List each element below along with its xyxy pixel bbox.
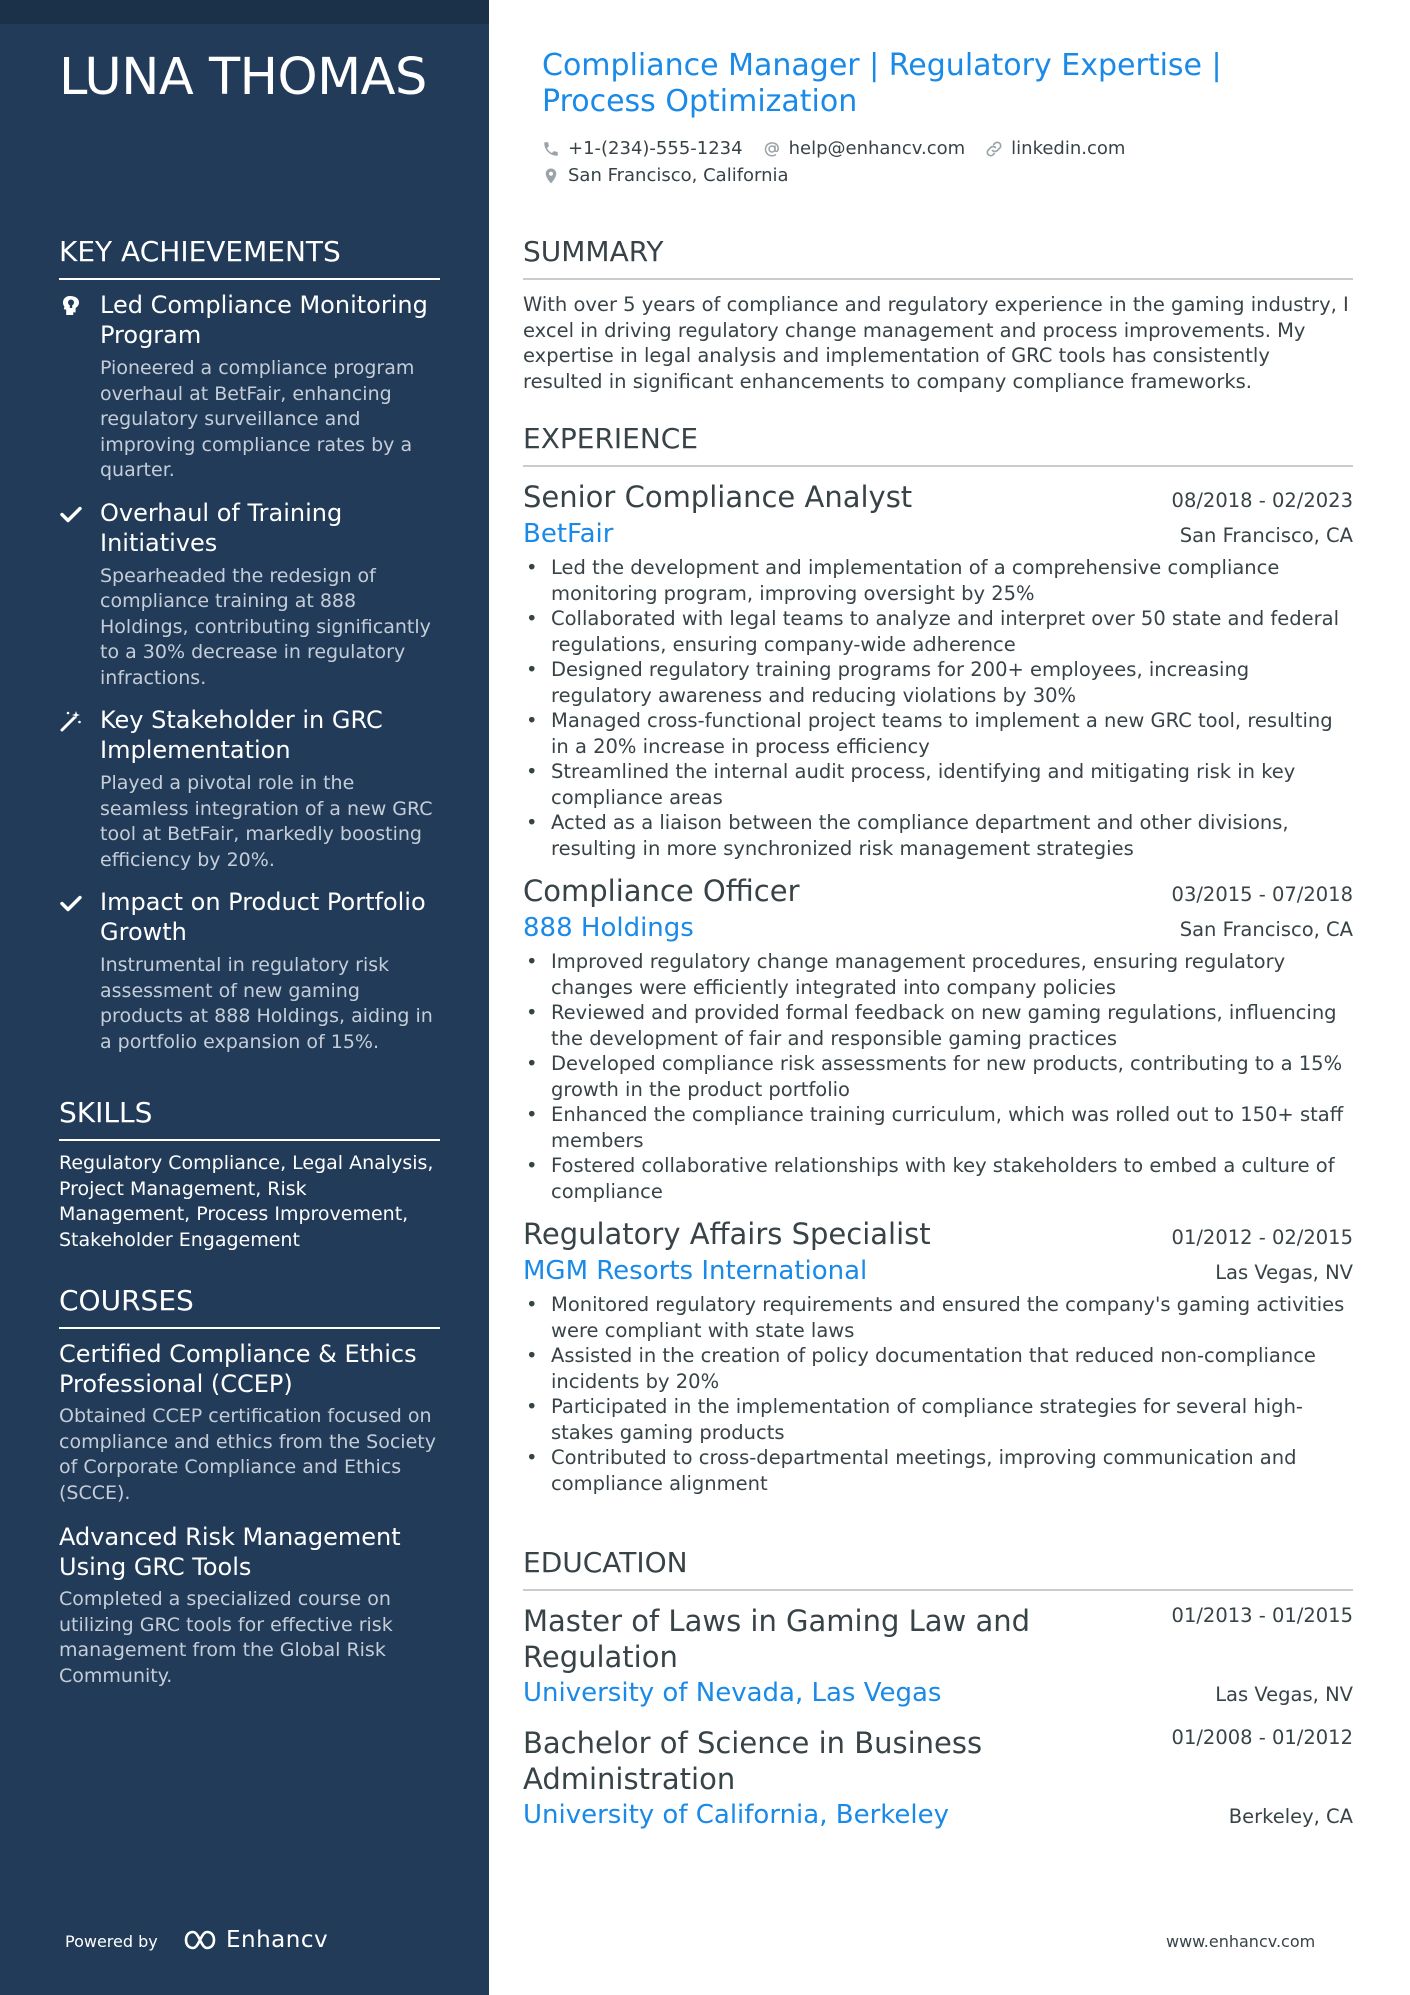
skills-heading: SKILLS	[59, 1095, 440, 1141]
summary-heading: SUMMARY	[523, 234, 1353, 280]
achievement-title: Impact on Product Portfolio Growth	[100, 888, 426, 946]
achievement-item	[59, 887, 440, 1055]
job-bullets	[523, 1292, 1353, 1496]
sidebar-top-bar	[0, 0, 489, 24]
sidebar	[0, 0, 489, 1995]
location-row	[542, 164, 809, 188]
school-location: Las Vegas, NV	[1215, 1683, 1353, 1706]
candidate-name: LUNA THOMAS	[59, 48, 427, 107]
linkedin-contact	[985, 137, 1125, 161]
course-item	[59, 1339, 440, 1506]
education-dates: 01/2013 - 01/2015	[1171, 1604, 1353, 1627]
phone-icon	[542, 140, 560, 158]
location-pin-icon	[542, 167, 560, 185]
website-link[interactable]: www.enhancv.com	[1166, 1932, 1316, 1951]
lightbulb-head-icon	[59, 294, 83, 318]
experience-section	[523, 421, 1353, 1508]
contact-row	[542, 137, 1145, 161]
job-bullet: • Fostered collaborative relationships with key stakeholders to embed a culture of compliance	[523, 1153, 1353, 1204]
job-tagline: Compliance Manager | Regulatory Expertise | Process Optimization	[542, 48, 1222, 119]
job-location: Las Vegas, NV	[1215, 1261, 1353, 1284]
courses-heading: COURSES	[59, 1283, 440, 1329]
achievement-description: Played a pivotal role in the seamless integration of a new GRC tool at BetFair, markedly boosting efficiency by 20%.	[100, 772, 433, 871]
job-bullet: • Enhanced the compliance training curriculum, which was rolled out to 150+ staff members	[523, 1102, 1353, 1153]
course-description: Completed a specialized course on utilizing GRC tools for effective risk management from the Global Risk Community.	[59, 1588, 393, 1687]
job-location: San Francisco, CA	[1179, 918, 1353, 941]
job-entry	[523, 873, 1353, 1204]
job-dates: 01/2012 - 02/2015	[1171, 1226, 1353, 1249]
school-location: Berkeley, CA	[1228, 1805, 1353, 1828]
education-entry	[523, 1725, 1353, 1833]
achievement-description: Spearheaded the redesign of compliance training at 888 Holdings, contributing significantly to a 30% decrease in regulatory infractions.	[100, 564, 431, 689]
education-entry	[523, 1603, 1353, 1711]
skills-section	[59, 1095, 440, 1253]
job-bullet: • Reviewed and provided formal feedback on new gaming regulations, influencing the development of fair and responsible gaming practices	[523, 1000, 1353, 1051]
company-name: MGM Resorts International	[523, 1256, 868, 1286]
job-bullet: • Participated in the implementation of compliance strategies for several high-stakes gaming products	[523, 1394, 1353, 1445]
education-dates: 01/2008 - 01/2012	[1171, 1726, 1353, 1749]
job-bullet: • Managed cross-functional project teams to implement a new GRC tool, resulting in a 20% increase in process efficiency	[523, 708, 1353, 759]
checkmark-icon	[59, 502, 83, 526]
school-name: University of California, Berkeley	[523, 1800, 949, 1830]
achievement-title: Key Stakeholder in GRC Implementation	[100, 706, 383, 764]
job-bullet: • Streamlined the internal audit process, identifying and mitigating risk in key compliance areas	[523, 759, 1353, 810]
job-entry	[523, 479, 1353, 861]
phone-contact	[542, 137, 743, 161]
job-title: Compliance Officer	[523, 874, 800, 908]
achievement-description: Pioneered a compliance program overhaul at BetFair, enhancing regulatory surveillance and improving compliance rates by a quarter.	[100, 357, 415, 481]
achievement-item	[59, 290, 440, 484]
company-name: BetFair	[523, 519, 614, 549]
powered-by-label: Powered by	[65, 1932, 158, 1951]
job-bullet: • Improved regulatory change management procedures, ensuring regulatory changes were efficiently integrated into company policies	[523, 949, 1353, 1000]
job-bullet: • Collaborated with legal teams to analyze and interpret over 50 state and federal regulations, ensuring company-wide adherence	[523, 606, 1353, 657]
skills-list: Regulatory Compliance, Legal Analysis, Project Management, Risk Management, Process Improvement, Stakeholder Engagement	[59, 1152, 434, 1251]
summary-text: With over 5 years of compliance and regulatory experience in the gaming industry, I excel in driving regulatory change management and process improvements. My expertise in legal analysis and implementation of GRC tools has consistently resulted in significant enhancements to company compliance frameworks.	[523, 293, 1349, 393]
job-bullet: • Monitored regulatory requirements and ensured the company's gaming activities were compliant with state laws	[523, 1292, 1353, 1343]
job-bullet: • Developed compliance risk assessments for new products, contributing to a 15% growth in the product portfolio	[523, 1051, 1353, 1102]
course-description: Obtained CCEP certification focused on compliance and ethics from the Society of Corporate Compliance and Ethics (SCCE).	[59, 1405, 436, 1504]
enhancv-logo-icon	[183, 1927, 219, 1953]
phone-number: +1-(234)-555-1234	[568, 138, 743, 159]
job-bullet: • Contributed to cross-departmental meetings, improving communication and compliance alignment	[523, 1445, 1353, 1496]
enhancv-brand-name: Enhancv	[226, 1927, 329, 1953]
company-name: 888 Holdings	[523, 913, 694, 943]
education-heading: EDUCATION	[523, 1545, 1353, 1591]
location-text: San Francisco, California	[568, 165, 789, 186]
summary-section	[523, 234, 1353, 394]
job-bullet: • Led the development and implementation of a comprehensive compliance monitoring program, improving oversight by 25%	[523, 555, 1353, 606]
job-bullet: • Designed regulatory training programs for 200+ employees, increasing regulatory awareness and reducing violations by 30%	[523, 657, 1353, 708]
checkmark-icon	[59, 891, 83, 915]
course-title: Advanced Risk Management Using GRC Tools	[59, 1523, 401, 1581]
achievement-title: Led Compliance Monitoring Program	[100, 291, 428, 349]
school-name: University of Nevada, Las Vegas	[523, 1678, 942, 1708]
education-section	[523, 1545, 1353, 1847]
job-title: Senior Compliance Analyst	[523, 480, 913, 514]
job-bullets	[523, 949, 1353, 1204]
achievement-title: Overhaul of Training Initiatives	[100, 498, 343, 557]
email-address: help@enhancv.com	[788, 138, 966, 159]
experience-heading: EXPERIENCE	[523, 421, 1353, 467]
job-dates: 03/2015 - 07/2018	[1171, 883, 1353, 906]
courses-section	[59, 1283, 440, 1705]
link-icon	[985, 140, 1003, 158]
job-location: San Francisco, CA	[1179, 524, 1353, 547]
email-contact	[763, 137, 966, 161]
job-bullet: • Acted as a liaison between the compliance department and other divisions, resulting in more synchronized risk management strategies	[523, 810, 1353, 861]
location-contact	[542, 164, 789, 188]
achievements-heading: KEY ACHIEVEMENTS	[59, 234, 440, 280]
course-title: Certified Compliance & Ethics Professional (CCEP)	[59, 1340, 417, 1398]
degree-title: Bachelor of Science in Business Administration	[523, 1726, 983, 1796]
job-entry	[523, 1216, 1353, 1496]
achievements-section	[59, 234, 440, 1069]
achievement-description: Instrumental in regulatory risk assessment of new gaming products at 888 Holdings, aiding in a portfolio expansion of 15%.	[100, 954, 433, 1053]
main-content	[523, 0, 1353, 1995]
achievement-item	[59, 705, 440, 873]
linkedin-link[interactable]: linkedin.com	[1011, 138, 1126, 159]
course-item	[59, 1522, 440, 1689]
achievement-item	[59, 498, 440, 692]
at-sign-icon	[763, 140, 781, 158]
job-dates: 08/2018 - 02/2023	[1171, 489, 1353, 512]
job-bullet: • Assisted in the creation of policy documentation that reduced non-compliance incidents by 20%	[523, 1343, 1353, 1394]
job-title: Regulatory Affairs Specialist	[523, 1217, 931, 1251]
job-bullets	[523, 555, 1353, 861]
magic-wand-icon	[59, 709, 83, 733]
degree-title: Master of Laws in Gaming Law and Regulation	[523, 1604, 1031, 1674]
